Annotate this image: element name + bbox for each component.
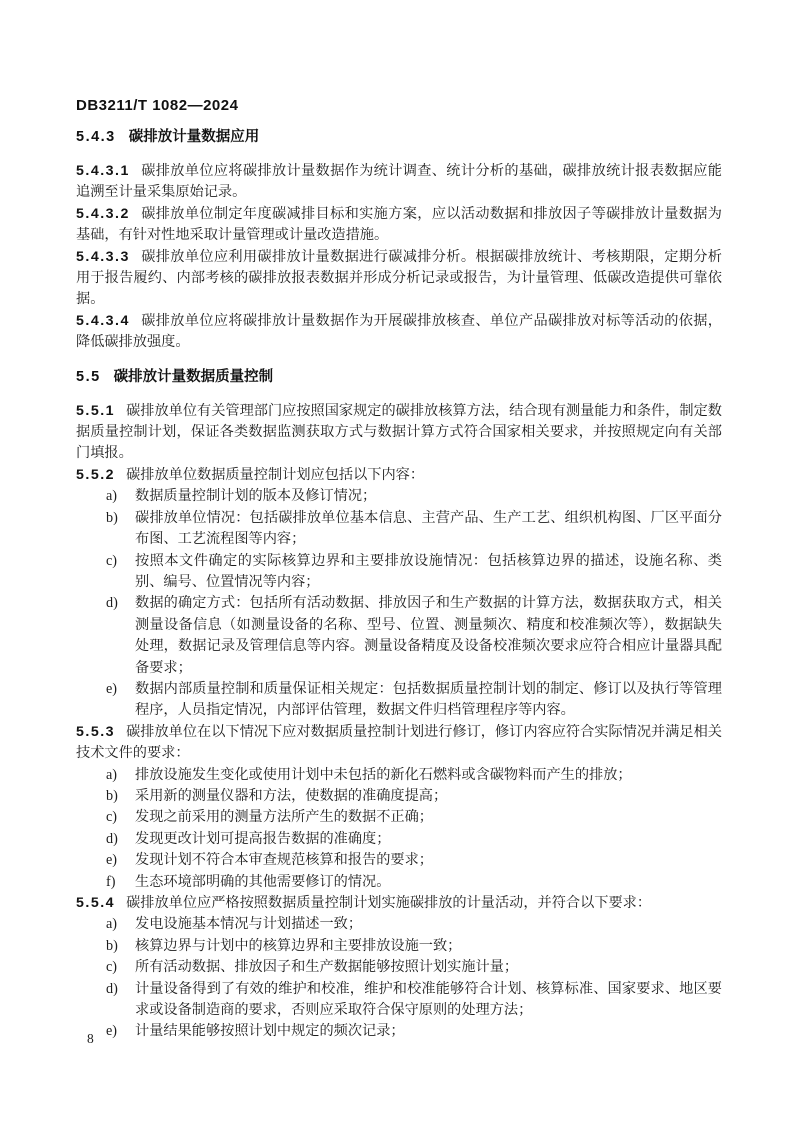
section-heading [76,127,722,148]
list-item-label: c) [106,959,118,976]
list-item [76,957,722,978]
list-item-text: 生态环境部明确的其他需要修订的情况。 [135,873,391,890]
list-item-label: f) [106,873,116,890]
list-item-label: b) [106,787,118,804]
clause-number: 5.4.3.1 [76,163,130,179]
clause-paragraph [76,247,722,311]
list-item-text: 计量结果能够按照计划中规定的频次记录； [135,1023,405,1040]
list-item [76,1021,722,1042]
clause-text: 碳排放单位应利用碳排放计量数据进行碳减排分析。根据碳排放统计、考核期限，定期分析用于报告履约、内部考核的碳排放报表数据并形成分析记录或报告，为计量管理、低碳改造提供可靠依据。 [76,248,722,308]
list-item-text: 所有活动数据、排放因子和生产数据能够按照计划实施计量； [135,959,519,976]
list-item [76,829,722,850]
list-item-text: 发现之前采用的测量方法所产生的数据不正确； [135,809,433,826]
clause-text: 碳排放单位应将碳排放计量数据作为统计调查、统计分析的基础，碳排放统计报表数据应能追溯至计量采集原始记录。 [76,163,722,201]
list-item-label: e) [106,680,118,697]
clause-text: 碳排放单位应将碳排放计量数据作为开展碳排放核查、单位产品碳排放对标等活动的依据，降低碳排放强度。 [76,312,722,351]
list-item [76,807,722,828]
clause-text: 碳排放单位有关管理部门应按照国家规定的碳排放核算方法，结合现有测量能力和条件，制定数据质量控制计划，保证各类数据监测获取方式与数据计算方式符合国家相关要求，并按照规定向有关部门填报。 [76,402,722,462]
clause-paragraph [76,204,722,247]
list-item-label: d) [106,595,118,612]
clause-paragraph [76,161,722,204]
clause-number: 5.5.3 [76,723,116,740]
clause-text: 碳排放单位数据质量控制计划应包括以下内容： [126,466,425,483]
standard-number-header: DB3211/T 1082—2024 [76,97,239,114]
list-item-label: a) [106,916,118,933]
list-item-label: b) [106,937,118,954]
clause-paragraph [76,722,722,765]
clause-number: 5.5.2 [76,466,116,483]
clause-text: 碳排放单位在以下情况下应对数据质量控制计划进行修订，修订内容应符合实际情况并满足相关技术文件的要求： [76,723,722,762]
list-item-label: c) [106,809,118,826]
heading-number: 5.4.3 [76,129,116,145]
heading-number: 5.5 [76,368,101,385]
list-item-label: a) [106,488,118,505]
list-item [76,936,722,957]
list-item [76,850,722,871]
list-item [76,508,722,551]
list-item [76,486,722,507]
clause-paragraph [76,401,722,465]
clause-text: 碳排放单位应严格按照数据质量控制计划实施碳排放的计量活动，并符合以下要求： [126,895,652,911]
clause-number: 5.5.4 [76,895,116,911]
list-item-label: d) [106,980,118,997]
list-item-text: 发现计划不符合本审查规范核算和报告的要求； [135,852,433,869]
clause-number: 5.4.3.3 [76,248,130,265]
list-item-text: 数据质量控制计划的版本及修订情况； [135,488,377,505]
list-item-text: 采用新的测量仪器和方法，使数据的准确度提高； [135,787,448,804]
clause-number: 5.4.3.2 [76,205,130,222]
list-item [76,979,722,1022]
list-item-text: 按照本文件确定的实际核算边界和主要排放设施情况：包括核算边界的描述，设施名称、类别、编号、位置情况等内容； [135,552,722,590]
list-item-label: b) [106,509,118,526]
list-item-text: 发现更改计划可提高报告数据的准确度； [135,830,391,847]
clause-text: 碳排放单位制定年度碳减排目标和实施方案，应以活动数据和排放因子等碳排放计量数据为基础，有针对性地采取计量管理或计量改造措施。 [76,205,722,244]
list-item [76,551,722,594]
list-item [76,786,722,807]
list-item-text: 数据的确定方式：包括所有活动数据、排放因子和生产数据的计算方法，数据获取方式，相关测量设备信息（如测量设备的名称、型号、位置、测量频次、精度和校准频次等），数据缺失处理，数据记录及管理信息等内容。测量设备精度及设备校准频次要求应符合相应计量器具配备要求； [135,595,722,676]
list-item-label: e) [106,1023,118,1040]
clause-number: 5.4.3.4 [76,312,130,329]
page-number: 8 [87,1031,94,1046]
clause-number: 5.5.1 [76,402,116,419]
list-item-label: e) [106,852,118,869]
list-item-label: a) [106,766,118,783]
list-item-text: 核算边界与计划中的核算边界和主要排放设施一致； [135,937,462,954]
list-item [76,593,722,679]
heading-title: 碳排放计量数据应用 [128,129,260,145]
list-item-text: 数据内部质量控制和质量保证相关规定：包括数据质量控制计划的制定、修订以及执行等管理程序，人员指定情况，内部评估管理，数据文件归档管理程序等内容。 [135,680,722,719]
page-content [76,97,722,1043]
list-item [76,872,722,893]
list-item-label: c) [106,552,118,569]
document-body [76,127,722,1043]
list-item [76,914,722,935]
clause-paragraph [76,465,722,486]
clause-paragraph [76,311,722,354]
section-heading [76,367,722,388]
heading-title: 碳排放计量数据质量控制 [113,368,274,385]
clause-paragraph [76,893,722,914]
list-item-text: 排放设施发生变化或使用计划中未包括的新化石燃料或含碳物料而产生的排放； [135,766,632,783]
list-item [76,765,722,786]
list-item-text: 碳排放单位情况：包括碳排放单位基本信息、主营产品、生产工艺、组织机构图、厂区平面分布图、工艺流程图等内容； [135,509,722,548]
list-item-text: 发电设施基本情况与计划描述一致； [135,916,363,933]
list-item [76,679,722,722]
list-item-text: 计量设备得到了有效的维护和校准，维护和校准能够符合计划、核算标准、国家要求、地区要求或设备制造商的要求，否则应采取符合保守原则的处理方法； [135,980,722,1019]
list-item-label: d) [106,830,118,847]
